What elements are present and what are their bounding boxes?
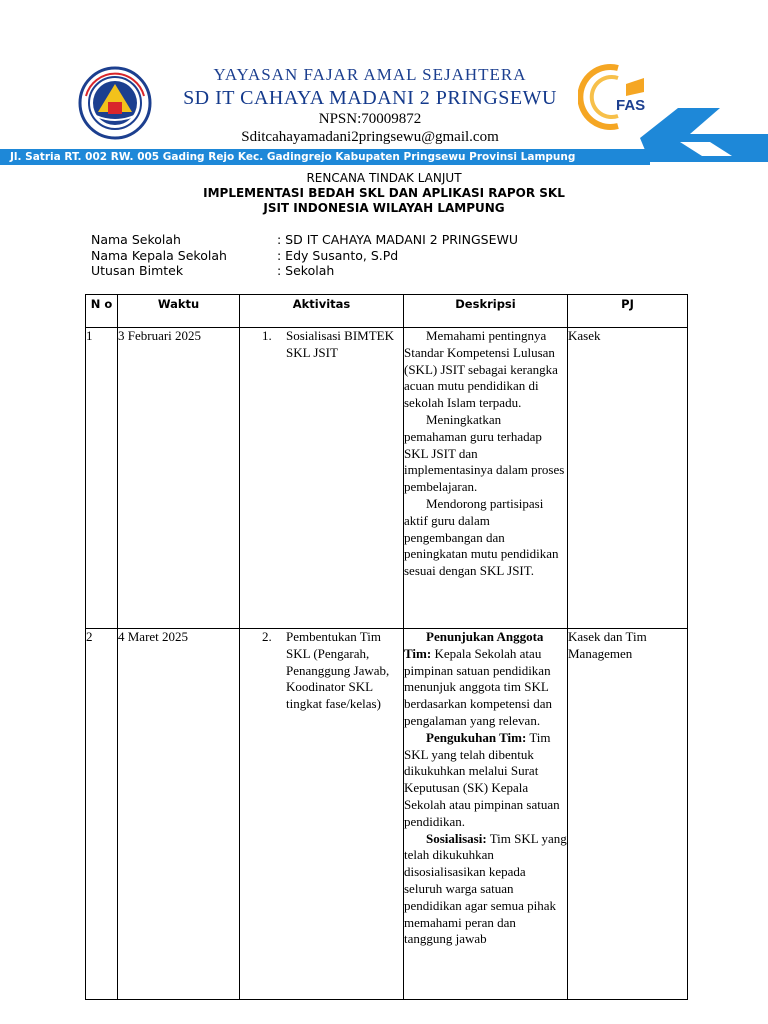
cell-no: 2 [86,629,118,1000]
title-line-1: RENCANA TINDAK LANJUT [306,171,462,185]
info-label: Nama Sekolah [91,232,181,247]
foundation-name: YAYASAN FAJAR AMAL SEJAHTERA [213,65,527,84]
fas-logo-text: FAS [616,97,646,114]
school-address: Jl. Satria RT. 002 RW. 005 Gading Rejo Kec. Gadingrejo Kabupaten Pringsewu Provinsi Lampung [10,151,576,163]
header-deskripsi: Deskripsi [404,295,568,328]
cell-aktivitas [240,328,404,629]
description-paragraph: Penunjukan Anggota Tim: Kepala Sekolah atau pimpinan satuan pendidikan menunjuk anggota tim SKL berdasarkan kompetensi dan pengalaman yang relevan. [404,629,553,728]
description-paragraph: Meningkatkan pemahaman guru terhadap SKL JSIT dan implementasinya dalam proses pembelajaran. [404,411,565,495]
table-row [86,629,688,1000]
cell-waktu: 3 Februari 2025 [118,328,240,629]
school-name: SD IT CAHAYA MADANI 2 PRINGSEWU [183,87,557,109]
document-title [0,171,768,216]
activity-item [240,629,403,713]
info-value: : SD IT CAHAYA MADANI 2 PRINGSEWU [277,232,518,247]
action-plan-table [85,294,688,1000]
table-row [86,328,688,629]
cell-pj: Kasek [568,328,688,629]
title-line-3: JSIT INDONESIA WILAYAH LAMPUNG [263,201,505,215]
info-value: : Edy Susanto, S.Pd [277,247,399,263]
cell-aktivitas [240,629,404,1000]
info-row [91,263,518,279]
title-line-2: IMPLEMENTASI BEDAH SKL DAN APLIKASI RAPOR SKL [203,186,565,200]
activity-text: Pembentukan Tim SKL (Pengarah, Penanggung Jawab, Koodinator SKL tingkat fase/kelas) [286,629,390,712]
activity-number: 2. [262,629,272,644]
info-row [91,248,518,264]
header-no: N o [86,295,118,328]
header-waktu: Waktu [118,295,240,328]
description-paragraph: Sosialisasi: Tim SKL yang telah dikukuhkan disosialisasikan kepada seluruh warga satuan pendidikan agar semua pihak memahami peran dan tanggung jawab [404,830,567,947]
cell-waktu: 4 Maret 2025 [118,629,240,1000]
header-aktivitas: Aktivitas [240,295,404,328]
npsn: NPSN:70009872 [318,111,422,127]
info-row [91,232,518,248]
description-paragraph: Mendorong partisipasi aktif guru dalam pengembangan dan peningkatan mutu pendidikan sesuai dengan SKL JSIT. [404,495,559,579]
school-email: Sditcahayamadani2pringsewu@gmail.com [241,129,499,145]
activity-item [240,328,403,362]
description-paragraph: Pengukuhan Tim: Tim SKL yang telah dibentuk dikukuhkan melalui Surat Keputusan (SK) Kepala Sekolah atau pimpinan satuan pendidikan. [404,729,560,829]
info-label: Nama Kepala Sekolah [91,247,227,263]
school-info [91,232,518,279]
school-seal-logo [78,66,152,140]
description-paragraph: Memahami pentingnya Standar Kompetensi Lulusan (SKL) JSIT sebagai kerangka acuan mutu pendidikan di sekolah Islam terpadu. [404,328,558,411]
activity-text: Sosialisasi BIMTEK SKL JSIT [286,328,394,360]
header-pj: PJ [568,295,688,328]
cell-pj: Kasek dan Tim Managemen [568,629,688,1000]
decorative-arrow-graphic [640,104,768,174]
table-header-row [86,295,688,328]
letterhead-text [160,64,580,147]
activity-number: 1. [262,328,272,343]
cell-deskripsi [404,629,568,1000]
info-value: : Sekolah [277,263,335,278]
cell-no: 1 [86,328,118,629]
info-label: Utusan Bimtek [91,263,184,278]
cell-deskripsi [404,328,568,629]
